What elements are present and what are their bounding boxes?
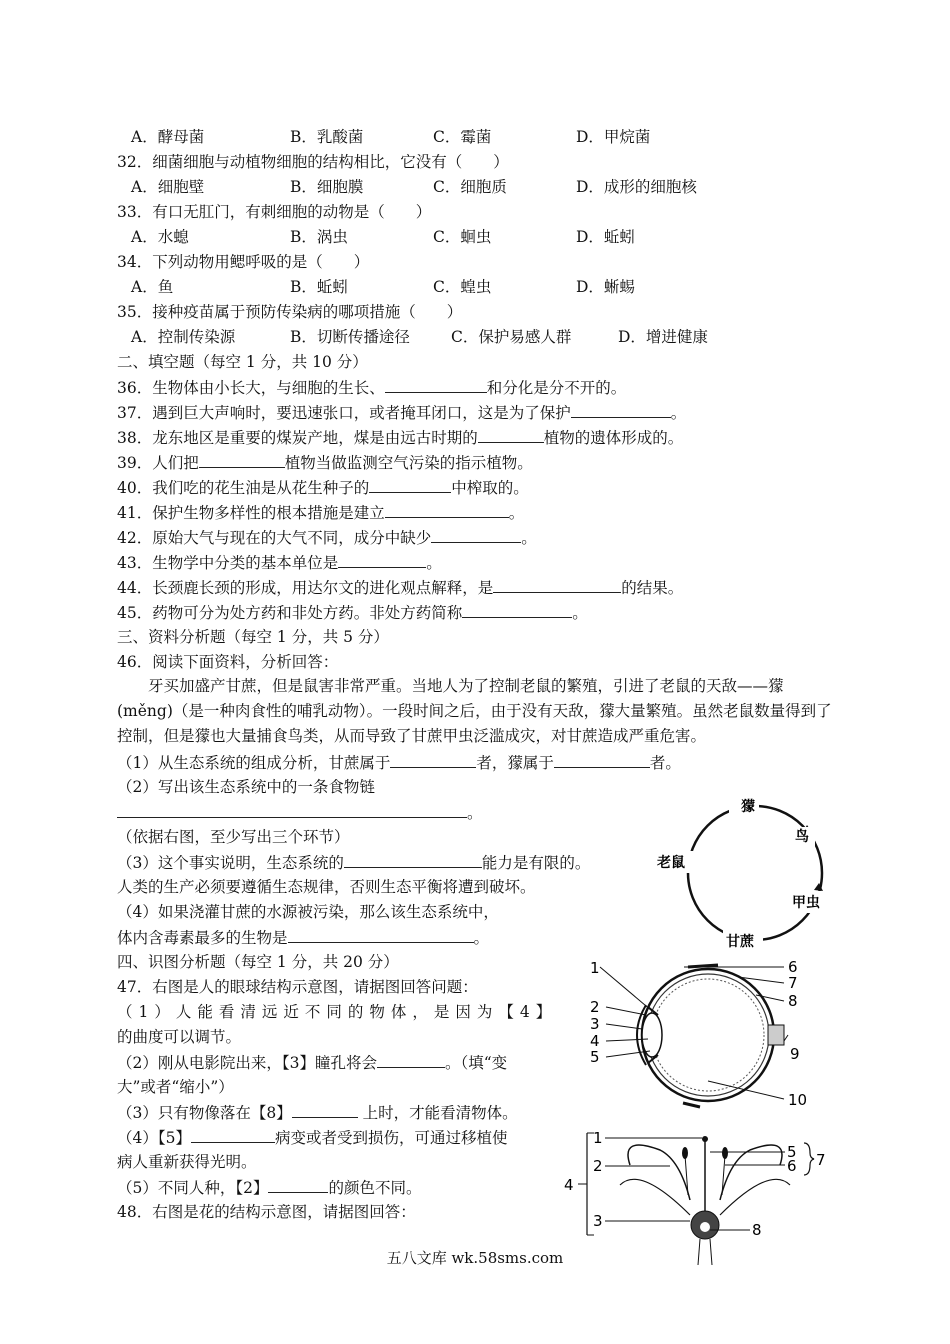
- q37-text-b: 。: [670, 404, 687, 422]
- q32-option-d: D．成形的细胞核: [576, 178, 697, 196]
- eye-optic-nerve: [768, 1025, 784, 1045]
- q44-text-a: 44．长颈鹿长颈的形成，用达尔文的进化观点解释，是: [117, 579, 494, 597]
- flower-petal-left: [628, 1145, 690, 1200]
- q43-text-b: 。: [426, 554, 442, 572]
- q46-part3-text-b: 能力是有限的。: [481, 854, 591, 872]
- q47-part3-blank[interactable]: [292, 1101, 358, 1118]
- eye-label-10: 10: [788, 1091, 808, 1109]
- q46-part2-blank[interactable]: [117, 801, 467, 818]
- q45-blank[interactable]: [462, 601, 572, 618]
- q41-text-b: 。: [508, 504, 525, 522]
- eye-label-8: 8: [788, 992, 798, 1010]
- q41-text-a: 41．保护生物多样性的根本措施是建立: [117, 504, 385, 522]
- q46-part4: （4）如果浇灌甘蔗的水源被污染，那么该生态系统中，: [117, 903, 499, 921]
- q37: [117, 401, 686, 424]
- q47-part5: [117, 1176, 422, 1199]
- q43-text-a: 43．生物学中分类的基本单位是: [117, 554, 339, 572]
- q34-option-b: B．蚯蚓: [290, 278, 348, 296]
- flower-anther-right: [722, 1147, 728, 1159]
- flower-label-7: 7: [816, 1151, 826, 1169]
- flower-stigma: [702, 1136, 708, 1142]
- food-chain-diagram: [645, 795, 845, 955]
- flower-label-2: 2: [593, 1157, 603, 1175]
- eye-muscle-bottom: [683, 1103, 700, 1107]
- eye-lens: [642, 1013, 662, 1057]
- q46-passage: 牙买加盛产甘蔗，但是鼠害非常严重。当地人为了控制老鼠的繁殖，引进了老鼠的天敌——獴(měng)（是一种肉食性的哺乳动物）。一段时间之后，由于没有天敌，獴大量繁殖。虽然老鼠数量得到了控制，但是獴也大量捕食鸟类，从而导致了甘蔗甲虫泛滥成灾，对甘蔗造成严重危害。: [117, 677, 832, 745]
- flower-label-1: 1: [593, 1129, 603, 1147]
- eye-label-7: 7: [788, 974, 798, 992]
- q42-text-b: 。: [521, 529, 537, 547]
- q41: [117, 501, 524, 524]
- q34-stem: 34．下列动物用鳃呼吸的是（ ）: [117, 253, 370, 271]
- q40-text-b: 中榨取的。: [451, 479, 529, 497]
- q32-option-b: B．细胞膜: [290, 178, 364, 196]
- q46-part1-text-a: （1）从生态系统的组成分析，甘蔗属于: [117, 754, 391, 772]
- eye-retina: [652, 979, 764, 1091]
- q47-part1: （1）人能看清远近不同的物体，是因为【4】: [117, 1003, 558, 1021]
- q43-blank[interactable]: [338, 551, 426, 568]
- flower-bracket-7: [804, 1143, 814, 1175]
- q36-text-a: 36．生物体由小长大，与细胞的生长、: [117, 379, 385, 397]
- q36-text-b: 和分化是分不开的。: [486, 379, 627, 397]
- q42-blank[interactable]: [431, 526, 521, 543]
- flower-label-8: 8: [752, 1221, 762, 1239]
- section-4-heading: 四、识图分析题（每空 1 分，共 20 分）: [117, 953, 399, 971]
- flower-petal-right: [720, 1145, 782, 1200]
- q46-part4-answer: [117, 926, 489, 949]
- page-footer: 五八文库 wk.58sms.com: [386, 1249, 564, 1267]
- node-sugarcane: 甘蔗: [726, 934, 754, 950]
- node-mongoose: 獴: [741, 799, 755, 815]
- eye-label-4: 4: [590, 1032, 600, 1050]
- section-3-heading: 三、资料分析题（每空 1 分，共 5 分）: [117, 628, 389, 646]
- q39: [117, 451, 533, 474]
- q40: [117, 476, 529, 499]
- q34-option-a: A．鱼: [131, 278, 174, 296]
- q33-option-a: A．水螅: [131, 228, 189, 246]
- q36-blank[interactable]: [385, 376, 487, 393]
- q39-blank[interactable]: [199, 451, 285, 468]
- q34-option-d: D．蜥蜴: [576, 278, 635, 296]
- q44-text-b: 的结果。: [621, 579, 684, 597]
- q46-part2: （2）写出该生态系统中的一条食物链: [117, 778, 375, 796]
- q38: [117, 426, 683, 449]
- q48-stem: 48．右图是花的结构示意图，请据图回答：: [117, 1203, 416, 1221]
- q32-option-c: C．细胞质: [433, 178, 507, 196]
- q40-blank[interactable]: [369, 476, 451, 493]
- node-bird: 鸟: [795, 829, 809, 845]
- q44-blank[interactable]: [493, 576, 621, 593]
- q46-part3-continued: 人类的生产必须要遵循生态规律，否则生态平衡将遭到破坏。: [117, 878, 536, 896]
- q33-stem: 33．有口无肛门，有刺细胞的动物是（ ）: [117, 203, 432, 221]
- eye-choroid: [647, 974, 769, 1096]
- q47-part2-text-b: 。（填“变: [444, 1054, 508, 1072]
- q47-part5-text-b: 的颜色不同。: [328, 1179, 422, 1197]
- q35-option-d: D．增进健康: [618, 328, 708, 346]
- q45-text-a: 45．药物可分为处方药和非处方药。非处方药简称: [117, 604, 463, 622]
- node-mouse: 老鼠: [657, 855, 685, 871]
- q46-stem: 46．阅读下面资料，分析回答：: [117, 653, 339, 671]
- q44: [117, 576, 683, 599]
- eyeball-diagram: [588, 955, 818, 1115]
- q47-part3: [117, 1101, 518, 1124]
- q47-part2: [117, 1051, 507, 1074]
- q39-text-b: 植物当做监测空气污染的指示植物。: [284, 454, 533, 472]
- q31-option-c: C．霉菌: [433, 128, 492, 146]
- eye-label-9: 9: [790, 1045, 800, 1063]
- q46-part3-blank[interactable]: [344, 851, 482, 868]
- eye-label-2: 2: [590, 998, 600, 1016]
- q45-text-b: 。: [572, 604, 588, 622]
- q46-part1: [117, 751, 681, 774]
- q31-option-d: D．甲烷菌: [576, 128, 651, 146]
- eye-label-6: 6: [788, 958, 798, 976]
- q47-part4-blank[interactable]: [191, 1126, 275, 1143]
- flower-ovule: [700, 1222, 710, 1232]
- food-chain-circle: [688, 806, 822, 940]
- q47-part5-text-a: （5）不同人种，【2】: [117, 1179, 269, 1197]
- flower-diagram: [560, 1125, 830, 1265]
- flower-label-4: 4: [564, 1176, 574, 1194]
- q35-option-b: B．切断传播途径: [290, 328, 410, 346]
- eye-label-1: 1: [590, 959, 600, 977]
- q38-text-a: 38．龙东地区是重要的煤炭产地，煤是由远古时期的: [117, 429, 478, 447]
- q34-option-c: C．蝗虫: [433, 278, 492, 296]
- q35-stem: 35．接种疫苗属于预防传染病的哪项措施（ ）: [117, 303, 463, 321]
- flower-label-5: 5: [787, 1143, 797, 1161]
- q40-text-a: 40．我们吃的花生油是从花生种子的: [117, 479, 370, 497]
- q46-part2-end: 。: [467, 804, 483, 822]
- q32-stem: 32．细菌细胞与动植物细胞的结构相比，它没有（ ）: [117, 153, 509, 171]
- q33-option-b: B．涡虫: [290, 228, 348, 246]
- q46-part1-text-c: 者。: [649, 754, 681, 772]
- q42: [117, 526, 537, 549]
- q37-text-a: 37．遇到巨大声响时，要迅速张口，或者掩耳闭口，这是为了保护: [117, 404, 571, 422]
- q37-blank[interactable]: [571, 401, 671, 418]
- q47-part1-continued: 的曲度可以调节。: [117, 1028, 242, 1046]
- q32-option-a: A．细胞壁: [131, 178, 205, 196]
- q47-part5-blank[interactable]: [268, 1176, 328, 1193]
- q35-option-c: C．保护易感人群: [451, 328, 572, 346]
- eye-label-5: 5: [590, 1048, 600, 1066]
- q46-part3-text-a: （3）这个事实说明，生态系统的: [117, 854, 344, 872]
- flower-label-6: 6: [787, 1157, 797, 1175]
- q46-part4-blank[interactable]: [288, 926, 474, 943]
- flower-sepal-left: [620, 1179, 690, 1215]
- q41-blank[interactable]: [385, 501, 509, 518]
- q46-part4-text-b: 体内含毒素最多的生物是: [117, 929, 288, 947]
- q38-text-b: 植物的遗体形成的。: [543, 429, 684, 447]
- q31-option-b: B．乳酸菌: [290, 128, 364, 146]
- q47-part2-blank[interactable]: [377, 1051, 445, 1068]
- q46-part3: [117, 851, 590, 874]
- q47-part4-continued: 病人重新获得光明。: [117, 1153, 257, 1171]
- flower-sepal-right: [720, 1179, 790, 1215]
- eye-label-3: 3: [590, 1015, 600, 1033]
- q46-part2-note: （依据右图，至少写出三个环节）: [117, 828, 350, 846]
- q47-part2-continued: 大”或者“缩小”）: [117, 1078, 234, 1096]
- q46-part1-text-b: 者，獴属于: [476, 754, 554, 772]
- q46-part2-answer: [117, 801, 483, 824]
- q45: [117, 601, 588, 624]
- q38-blank[interactable]: [478, 426, 544, 443]
- q47-part4: [117, 1126, 508, 1149]
- q36: [117, 376, 626, 399]
- flower-label-3: 3: [593, 1212, 603, 1230]
- flower-anther-left: [682, 1147, 688, 1159]
- q46-part1-blank-2[interactable]: [554, 751, 650, 768]
- q43: [117, 551, 442, 574]
- node-beetle: 甲虫: [792, 895, 820, 911]
- q47-stem: 47．右图是人的眼球结构示意图，请据图回答问题：: [117, 978, 478, 996]
- section-2-heading: 二、填空题（每空 1 分，共 10 分）: [117, 353, 368, 371]
- q47-part4-text-b: 病变或者受到损伤，可通过移植使: [274, 1129, 508, 1147]
- q31-option-a: A．酵母菌: [131, 128, 205, 146]
- q33-option-c: C．蛔虫: [433, 228, 492, 246]
- q47-part2-text-a: （2）刚从电影院出来，【3】瞳孔将会: [117, 1054, 377, 1072]
- q46-part1-blank-1[interactable]: [390, 751, 476, 768]
- q47-part3-text-a: （3）只有物像落在【8】: [117, 1104, 292, 1122]
- q47-part4-text-a: （4）【5】: [117, 1129, 191, 1147]
- q42-text-a: 42．原始大气与现在的大气不同，成分中缺少: [117, 529, 432, 547]
- q35-option-a: A．控制传染源: [131, 328, 236, 346]
- q33-option-d: D．蚯蚓: [576, 228, 635, 246]
- q39-text-a: 39．人们把: [117, 454, 199, 472]
- q47-part3-text-b: 上时，才能看清物体。: [357, 1104, 518, 1122]
- q46-part4-text-c: 。: [473, 929, 490, 947]
